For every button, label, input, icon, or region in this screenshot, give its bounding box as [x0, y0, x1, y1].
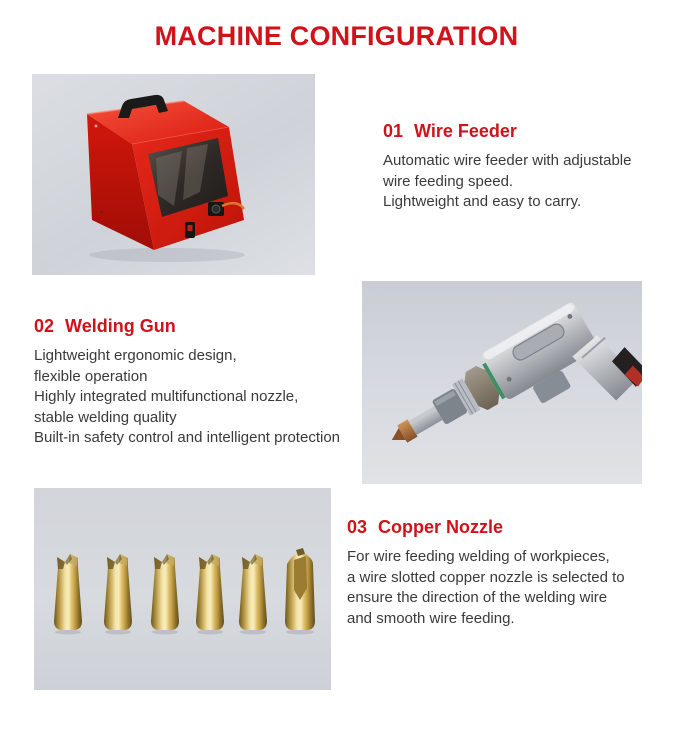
section-description-line: and smooth wire feeding.	[347, 609, 515, 627]
section-description-line: Highly integrated multifunctional nozzle,	[34, 388, 299, 405]
section-heading	[383, 121, 658, 142]
section-wire-feeder	[383, 121, 658, 213]
section-description-line: ensure the direction of the welding wire	[347, 589, 608, 606]
section-description-line: wire feeding speed.	[383, 172, 514, 190]
section-description-line: Lightweight ergonomic design,	[34, 347, 237, 364]
section-description-line: flexible operation	[34, 367, 148, 385]
section-description	[383, 151, 658, 213]
copper-nozzle-photo	[34, 488, 331, 690]
section-name: Wire Feeder	[414, 121, 517, 141]
wire-feeder-photo	[32, 74, 315, 275]
section-name: Welding Gun	[65, 316, 176, 336]
page-title: MACHINE CONFIGURATION	[154, 21, 519, 51]
section-description-line: Lightweight and easy to carry.	[383, 193, 582, 210]
welding-gun-photo	[362, 281, 642, 484]
section-description-line: stable welding quality	[34, 408, 177, 426]
section-number: 03	[347, 517, 368, 537]
section-description-line: Built-in safety control and intelligent protection	[34, 429, 341, 446]
copper-nozzle-image	[34, 488, 331, 690]
wire-feeder-image	[32, 74, 315, 275]
section-number: 02	[34, 316, 55, 336]
welding-gun-image	[362, 281, 642, 484]
section-heading	[347, 517, 657, 538]
section-description-line: Automatic wire feeder with adjustable	[383, 152, 632, 169]
section-name: Copper Nozzle	[378, 517, 504, 537]
section-copper-nozzle	[347, 517, 657, 629]
section-description-line: For wire feeding welding of workpieces,	[347, 548, 610, 565]
section-description	[347, 547, 657, 629]
section-heading	[34, 316, 364, 337]
section-description-line: a wire slotted copper nozzle is selected to	[347, 568, 625, 586]
section-welding-gun	[34, 316, 364, 449]
section-number: 01	[383, 121, 404, 141]
section-description	[34, 346, 364, 449]
